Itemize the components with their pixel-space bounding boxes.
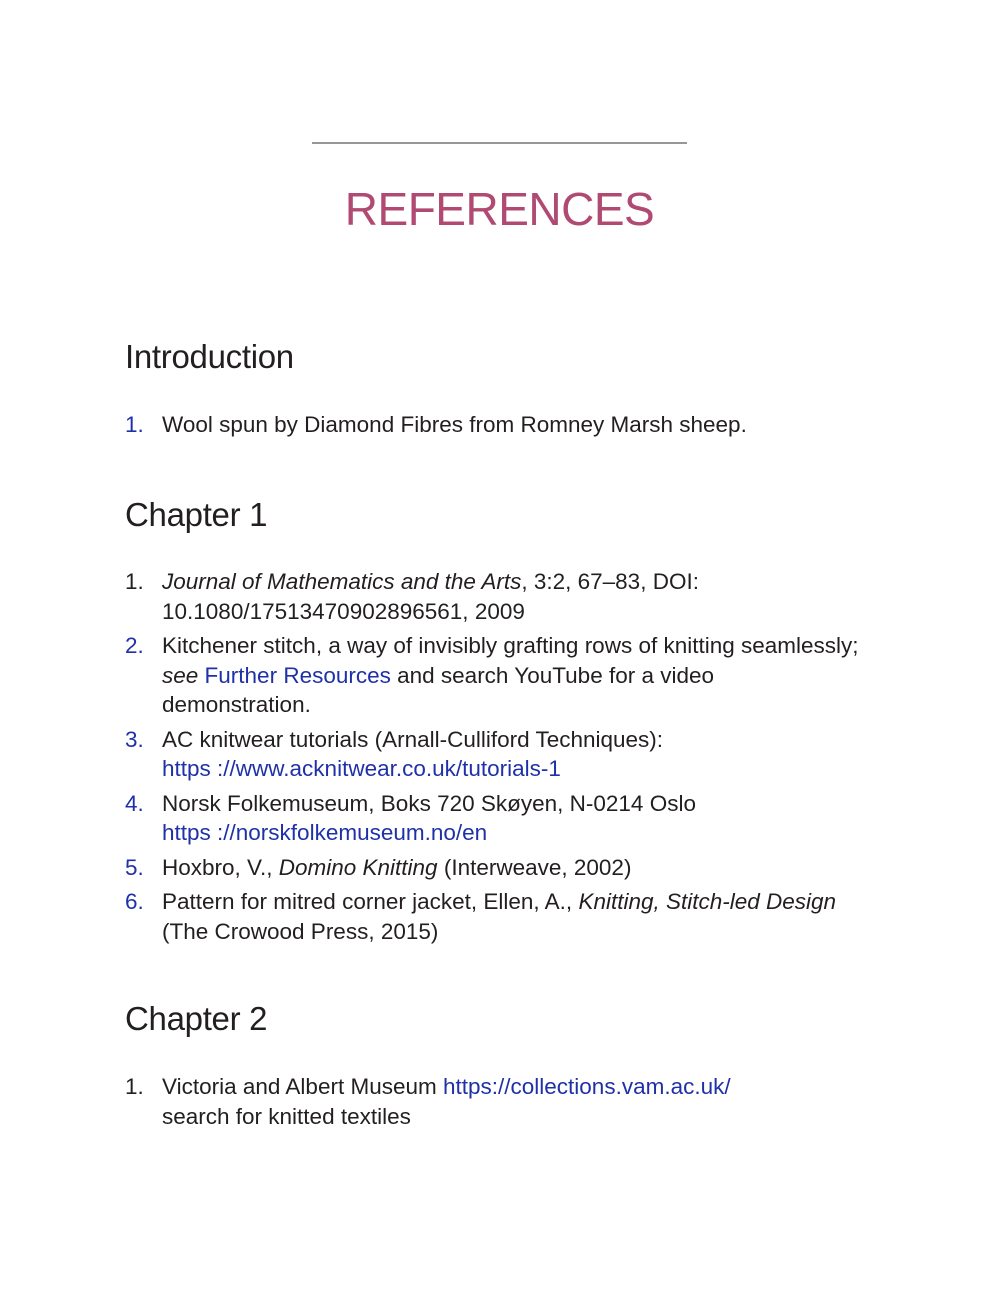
item-number: 1. [125, 412, 144, 437]
item-number: 2. [125, 633, 144, 658]
item-text: , 3:2, 67–83, DOI: 10.1080/17513470902896561, 2009 [162, 569, 699, 624]
item-number: 1. [125, 569, 144, 594]
list-item [125, 725, 865, 784]
item-text-continued: (The Crowood Press, 2015) [162, 918, 439, 944]
page-title: REFERENCES [344, 183, 655, 235]
item-number: 1. [125, 1074, 144, 1099]
item-text: Wool spun by Diamond Fibres from Romney Marsh sheep. [162, 412, 747, 437]
chapter-1-list [125, 567, 865, 951]
list-item [125, 410, 865, 440]
list-item [125, 853, 865, 883]
item-text: Pattern for mitred corner jacket, Ellen, A., [162, 889, 579, 914]
item-number: 5. [125, 854, 144, 880]
item-number: 4. [125, 790, 144, 816]
item-text-continued: and search YouTube for a video demonstration. [162, 662, 715, 717]
item-text: Norsk Folkemuseum, Boks 720 Skøyen, N-0214 Oslo [162, 790, 696, 816]
list-item [125, 1072, 865, 1131]
item-number: 6. [125, 889, 144, 914]
acknitwear-link[interactable]: https ://www.acknitwear.co.uk/tutorials-1 [162, 756, 561, 781]
book-title: Domino Knitting [278, 854, 438, 880]
section-heading-chapter-1: Chapter 1 [125, 496, 268, 533]
item-text: AC knitwear tutorials (Arnall-Culliford Techniques): [162, 726, 664, 752]
journal-title: Journal of Mathematics and the Arts [162, 569, 522, 594]
see-word: see [162, 662, 199, 688]
chapter-2-list [125, 1072, 865, 1136]
list-item [125, 789, 865, 848]
introduction-list [125, 410, 865, 445]
item-text: Victoria and Albert Museum [162, 1074, 443, 1099]
section-heading-introduction: Introduction [125, 338, 294, 375]
top-rule [312, 142, 687, 144]
further-resources-link[interactable]: Further Resources [204, 662, 391, 688]
item-text: Hoxbro, V., [162, 854, 279, 880]
item-text: Kitchener stitch, a way of invisibly grafting rows of knitting seamlessly; [162, 633, 859, 658]
norskfolkemuseum-link[interactable]: https ://norskfolkemuseum.no/en [162, 820, 488, 845]
book-title: Knitting, Stitch-led Design [578, 889, 837, 914]
item-text-continued: (Interweave, 2002) [437, 854, 632, 880]
vam-collections-link[interactable]: https://collections.vam.ac.uk/ [442, 1074, 731, 1099]
list-item [125, 887, 865, 946]
section-heading-chapter-2: Chapter 2 [125, 1000, 268, 1037]
item-text-continued: search for knitted textiles [162, 1103, 411, 1129]
list-item [125, 567, 865, 626]
list-item [125, 631, 865, 720]
item-number: 3. [125, 726, 144, 752]
